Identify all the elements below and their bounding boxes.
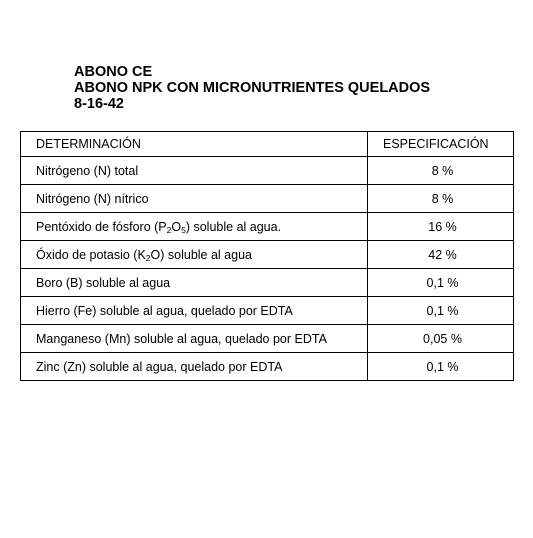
table-row <box>21 297 514 325</box>
determination-cell <box>21 241 368 269</box>
text-part: O) soluble al agua <box>150 247 252 262</box>
table-row <box>21 157 514 185</box>
text-part: Óxido de potasio (K <box>36 247 146 262</box>
table-header-row <box>21 132 514 157</box>
npk-formula: 8-16-42 <box>74 96 124 112</box>
determination-cell: Nitrógeno (N) nítrico <box>21 185 368 213</box>
specification-cell <box>368 297 514 325</box>
table-row <box>21 185 514 213</box>
specification-value: 42 % <box>428 247 457 262</box>
table-row <box>21 353 514 381</box>
product-name: ABONO NPK CON MICRONUTRIENTES QUELADOS <box>74 80 431 96</box>
specification-cell <box>368 213 514 241</box>
column-header-determination: DETERMINACIÓN <box>21 132 368 157</box>
specification-value: 0,1 % <box>426 359 459 374</box>
specification-cell <box>368 241 514 269</box>
text-part: Pentóxido de fósforo (P <box>36 219 167 234</box>
table-row <box>21 241 514 269</box>
specification-value: 8 % <box>431 163 454 178</box>
determination-cell: Nitrógeno (N) total <box>21 157 368 185</box>
specification-cell <box>368 185 514 213</box>
specification-cell <box>368 325 514 353</box>
determination-cell: Hierro (Fe) soluble al agua, quelado por EDTA <box>21 297 368 325</box>
specification-value: 0,05 % <box>423 331 462 346</box>
text-part: O <box>171 219 182 234</box>
text-part: ) soluble al agua. <box>185 219 282 234</box>
specification-cell <box>368 157 514 185</box>
specification-value: 16 % <box>428 219 457 234</box>
subscript: 2 <box>166 224 172 235</box>
specification-value: 0,1 % <box>426 303 459 318</box>
determination-cell: Manganeso (Mn) soluble al agua, quelado por EDTA <box>21 325 368 353</box>
table-row <box>21 213 514 241</box>
specification-cell <box>368 269 514 297</box>
product-type: ABONO CE <box>74 64 153 80</box>
table-row <box>21 269 514 297</box>
determination-cell: Zinc (Zn) soluble al agua, quelado por EDTA <box>21 353 368 381</box>
table-row <box>21 325 514 353</box>
specification-value: 8 % <box>431 191 454 206</box>
subscript: 2 <box>145 252 151 263</box>
document-header <box>74 64 430 112</box>
column-header-specification: ESPECIFICACIÓN <box>368 132 514 157</box>
determination-cell <box>21 213 368 241</box>
specification-value: 0,1 % <box>426 275 459 290</box>
determination-cell: Boro (B) soluble al agua <box>21 269 368 297</box>
specification-table <box>20 131 514 381</box>
subscript: 5 <box>181 224 186 235</box>
specification-cell <box>368 353 514 381</box>
